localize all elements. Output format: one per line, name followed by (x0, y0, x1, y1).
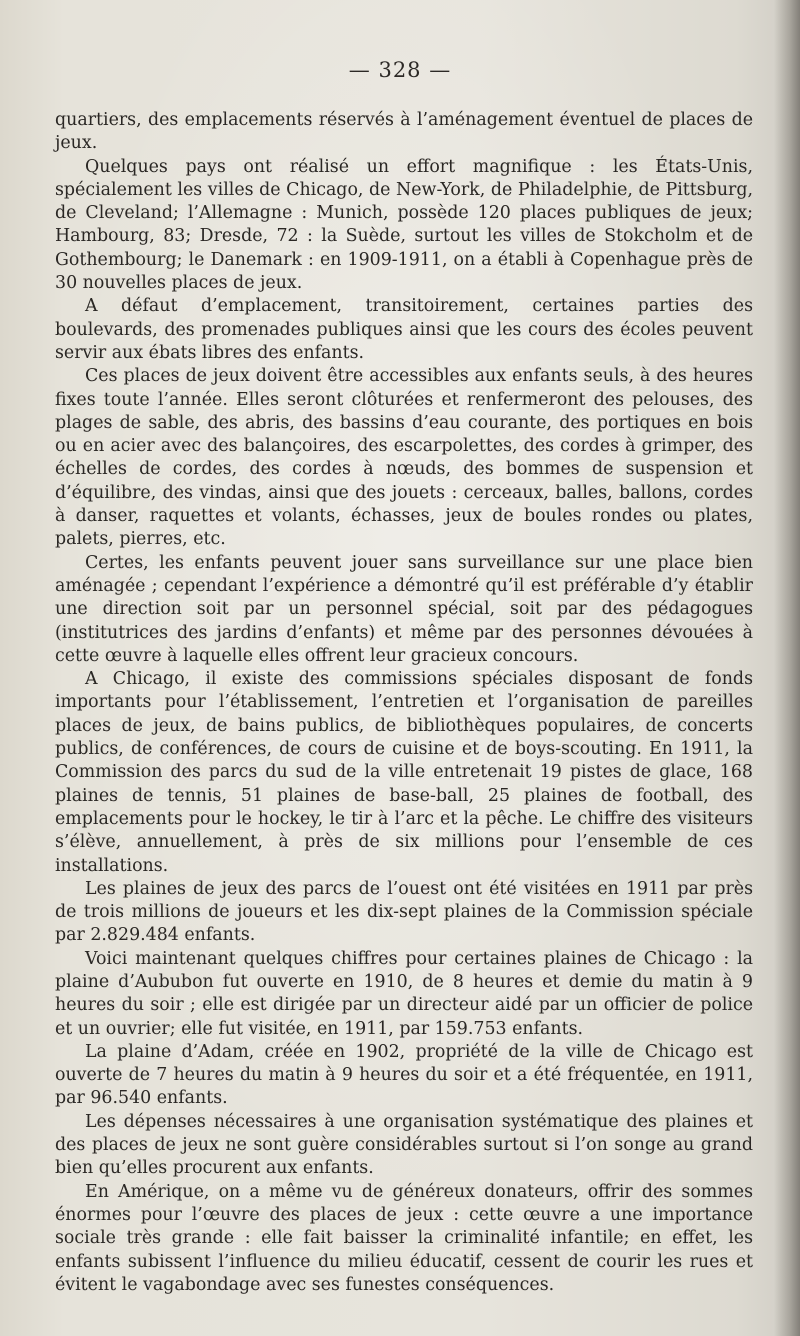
page-number: — 328 — (348, 58, 452, 82)
body-text (55, 109, 753, 1297)
page-edge-shadow (774, 0, 800, 1336)
paragraph-continuation: quartiers, des emplacements réservés à l’aménagement éventuel de places de jeux. (55, 110, 753, 154)
paragraph-aububon: Voici maintenant quelques chiffres pour certaines plaines de Chicago : la plaine d’Aububon fut ouverte en 1910, de 8 heures et demie du matin à 9 heures du soir ; elle est dirigée par un directeur aidé par un officier de police et un ouvrier; elle fut visitée, en 1911, par 159.753 enfants. (55, 948, 753, 1039)
paragraph-adam: La plaine d’Adam, créée en 1902, propriété de la ville de Chicago est ouverte de 7 heures du matin à 9 heures du soir et a été fréquentée, en 1911, par 96.540 enfants. (55, 1041, 753, 1109)
paragraph-equipment: Ces places de jeux doivent être accessibles aux enfants seuls, à des heures fixes toute l’année. Elles seront clôturées et renfermeront des pelouses, des plages de sable, des abris, des bassins d’eau courante, des portiques en bois ou en acier avec des balançoires, des escarpolettes, des cordes à grimper, des échelles de cordes, des cordes à nœuds, des bommes de suspension et d’équilibre, des vindas, ainsi que des jouets : cerceaux, balles, ballons, cordes à danser, raquettes et volants, échasses, jeux de boules rondes ou plates, palets, pierres, etc. (55, 366, 753, 550)
paragraph-chicago-commissions: A Chicago, il existe des commissions spéciales disposant de fonds importants pour l’établissement, l’entretien et l’organisation de pareilles places de jeux, de bains publics, de bibliothèques populaires, de concerts publics, de conférences, de cours de cuisine et de boys-scouting. En 1911, la Commission des parcs du sud de la ville entretenait 19 pistes de glace, 168 plaines de tennis, 51 plaines de base-ball, 25 plaines de football, des emplacements pour le hockey, le tir à l’arc et la pêche. Le chiffre des visiteurs s’élève, annuellement, à près de six millions pour l’ensemble de ces installations. (55, 669, 753, 876)
paragraph-america: En Amérique, on a même vu de généreux donateurs, offrir des sommes énormes pour l’œuvre des places de jeux : cette œuvre a une importance sociale très grande : elle fait baisser la criminalité infantile; en effet, les enfants subissent l’influence du milieu éducatif, cessent de courir les rues et évitent le vagabondage avec ses funestes conséquences. (55, 1181, 753, 1295)
paragraph-supervision: Certes, les enfants peuvent jouer sans surveillance sur une place bien aménagée ; cependant l’expérience a démontré qu’il est préférable d’y établir une direction soit par un personnel spécial, soit par des pédagogues (institutrices des jardins d’enfants) et même par des personnes dévouées à cette œuvre à laquelle elles offrent leur gracieux concours. (55, 552, 753, 666)
paragraph-west-parks: Les plaines de jeux des parcs de l’ouest ont été visitées en 1911 par près de trois millions de joueurs et les dix-sept plaines de la Commission spéciale par 2.829.484 enfants. (55, 878, 753, 946)
paragraph-expenses: Les dépenses nécessaires à une organisation systématique des plaines et des places de jeux ne sont guère considérables surtout si l’on songe au grand bien qu’elles procurent aux enfants. (55, 1111, 753, 1179)
paragraph-temporary-sites: A défaut d’emplacement, transitoirement, certaines parties des boulevards, des promenades publiques ainsi que les cours des écoles peuvent servir aux ébats libres des enfants. (55, 296, 753, 363)
paragraph-countries: Quelques pays ont réalisé un effort magnifique : les États-Unis, spécialement les villes de Chicago, de New-York, de Philadelphie, de Pittsburg, de Cleveland; l’Allemagne : Munich, possède 120 places publiques de jeux; Hambourg, 83; Dresde, 72 : la Suède, surtout les villes de Stokcholm et de Gothembourg; le Danemark : en 1909-1911, on a établi à Copenhague près de 30 nouvelles places de jeux. (55, 156, 753, 294)
